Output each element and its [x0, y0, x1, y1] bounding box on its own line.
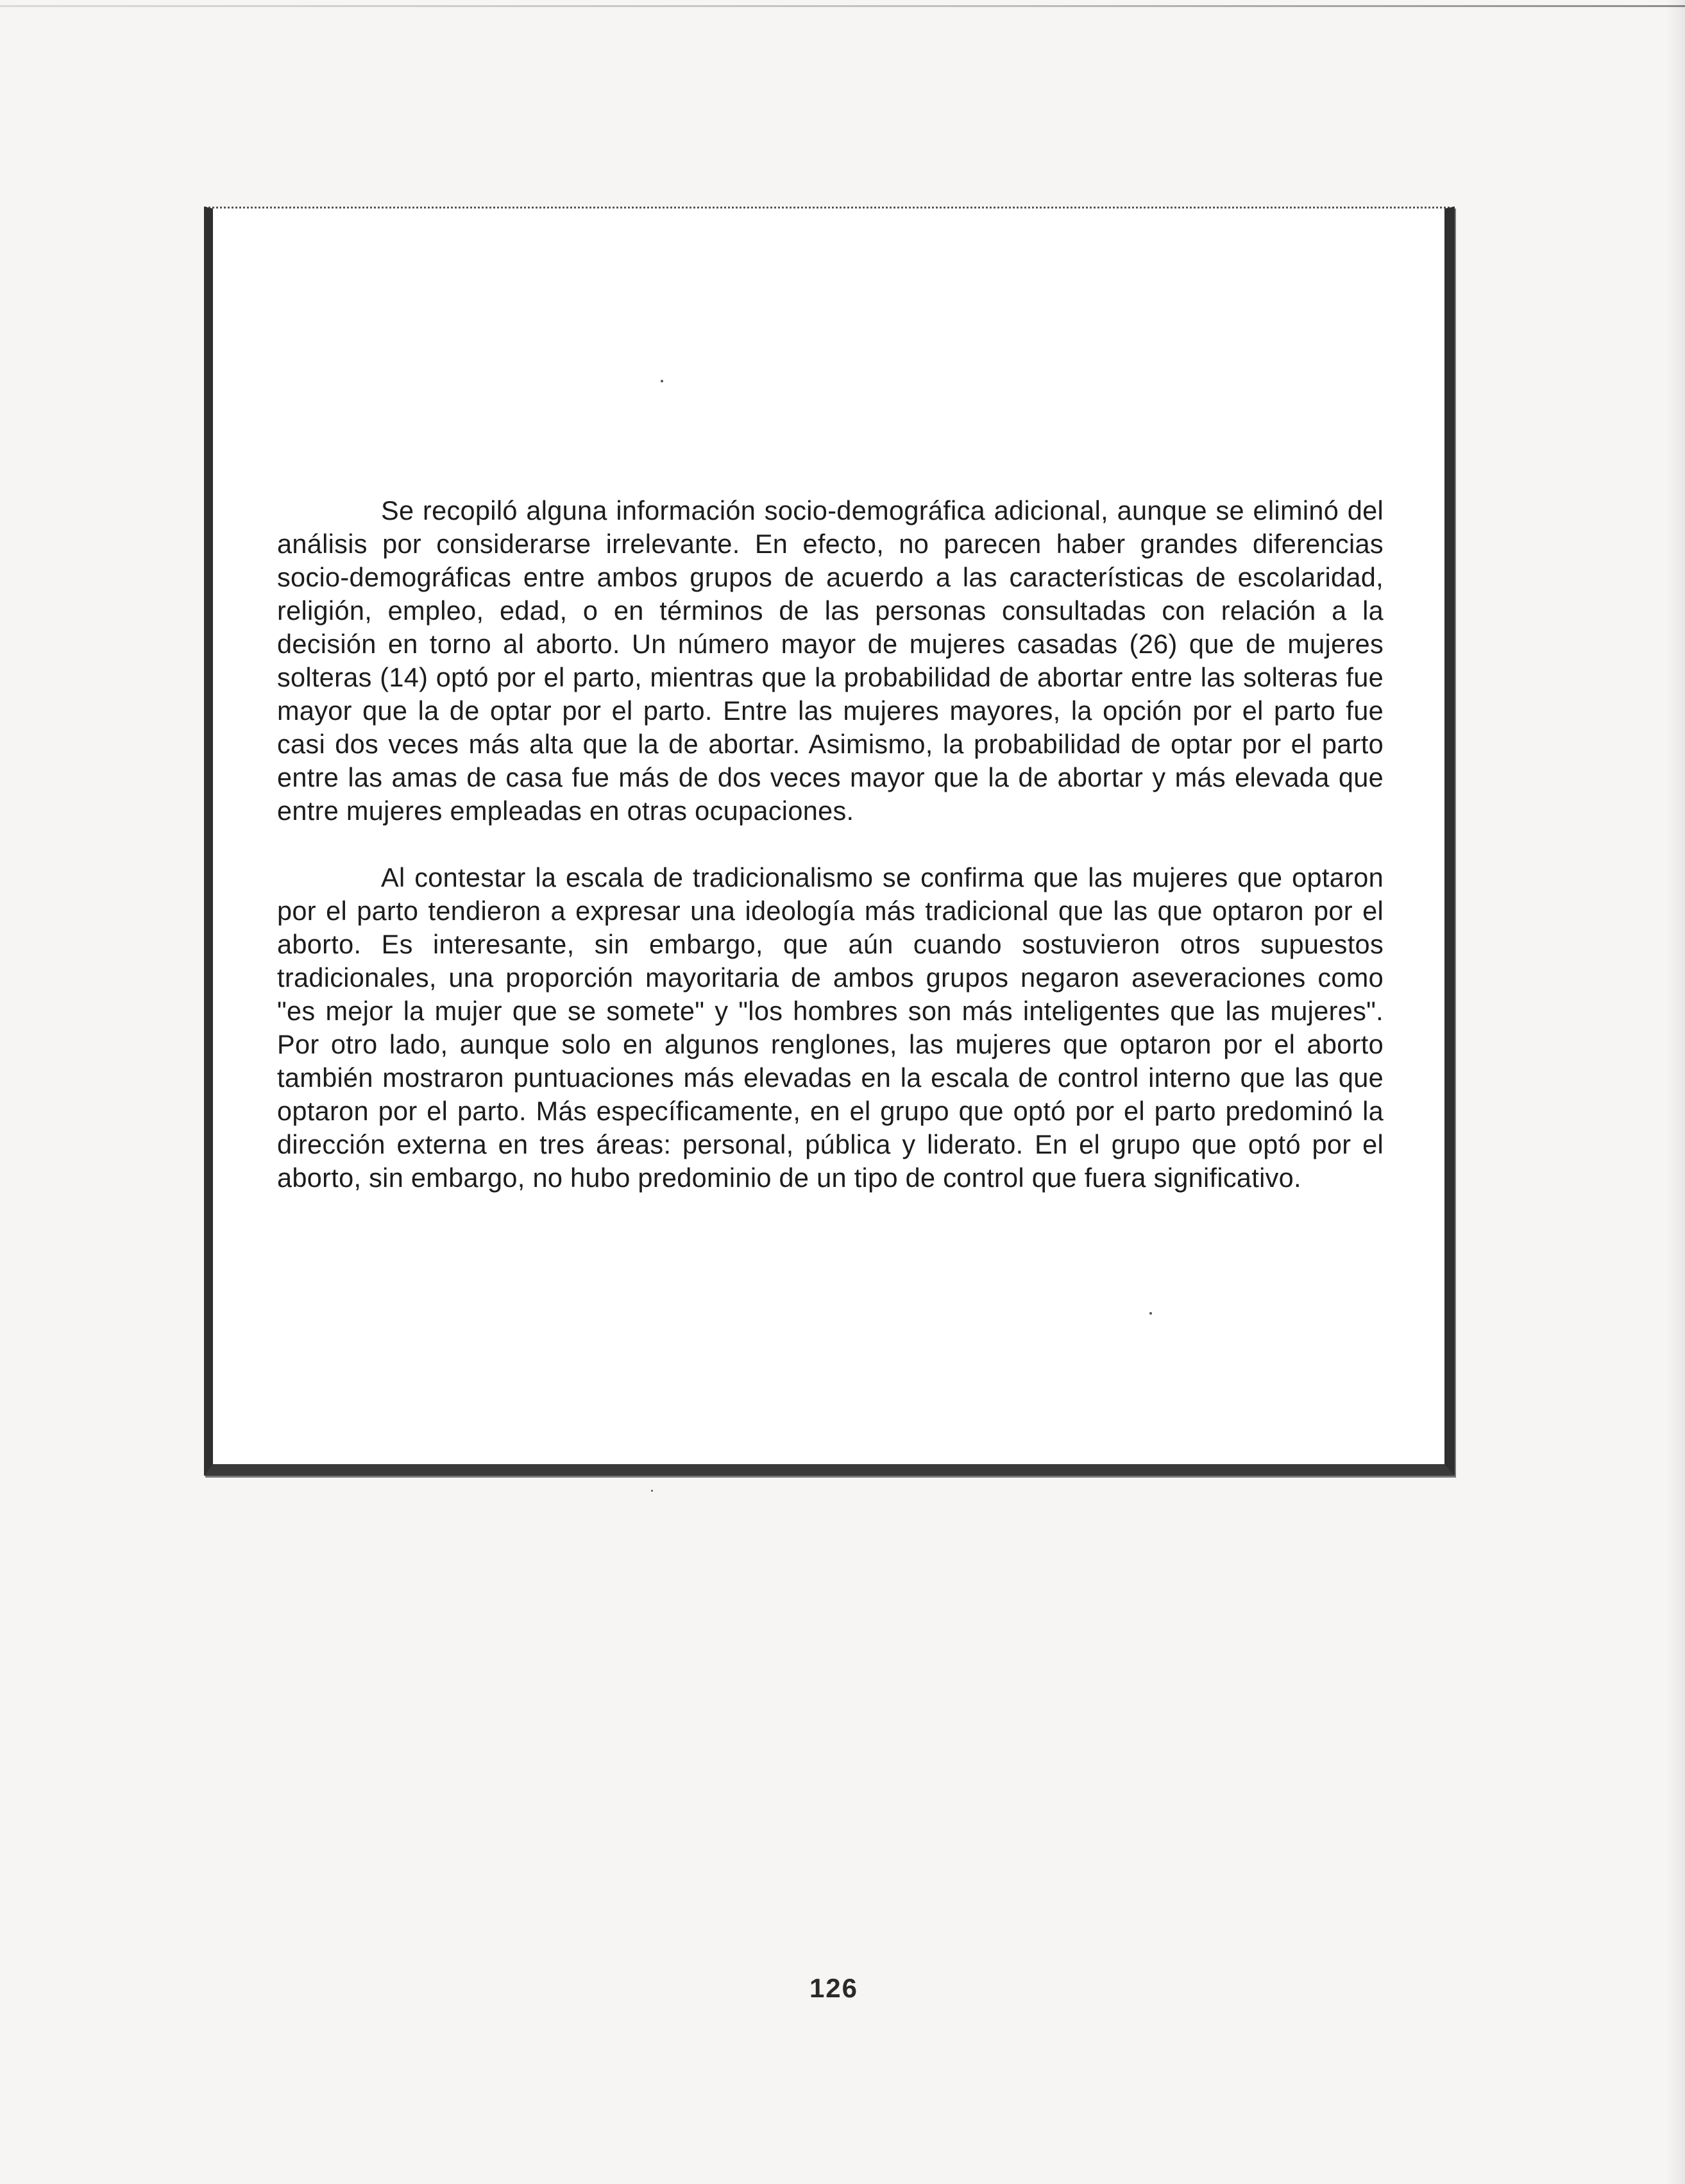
- body-text: [277, 494, 1384, 1228]
- page-number: 126: [809, 1973, 859, 2003]
- paragraph-traditionalism: Al contestar la escala de tradicionalismo se confirma que las mujeres que optaron por el parto tendieron a expresar una ideología más tradicional que las que optaron por el aborto. Es interesante, sin embargo, que aún cuando sostuvieron otros supuestos tradicionales, una proporción mayoritaria de ambos grupos negaron aseveraciones como "es mejor la mujer que se somete" y "los hombres son más inteligentes que las mujeres". Por otro lado, aunque solo en algunos renglones, las mujeres que optaron por el aborto también mostraron puntuaciones más elevadas en la escala de control interno que las que optaron por el parto. Más específicamente, en el grupo que optó por el parto predominó la dirección externa en tres áreas: personal, pública y liderato. En el grupo que optó por el aborto, sin embargo, no hubo predominio de un tipo de control que fuera significativo.: [277, 862, 1384, 1193]
- scan-speck: [661, 380, 663, 382]
- paragraph-sociodemographic: Se recopiló alguna información socio-demográfica adicional, aunque se eliminó del análisis por considerarse irrelevante. En efecto, no parecen haber grandes diferencias socio-demográficas entre ambos grupos de acuerdo a las características de escolaridad, religión, empleo, edad, o en términos de las personas consultadas con relación a la decisión en torno al aborto. Un número mayor de mujeres casadas (26) que de mujeres solteras (14) optó por el parto, mientras que la probabilidad de abortar entre las solteras fue mayor que la de optar por el parto. Entre las mujeres mayores, la opción por el parto fue casi dos veces más alta que la de abortar. Asimismo, la probabilidad de optar por el parto entre las amas de casa fue más de dos veces mayor que la de abortar y más elevada que entre mujeres empleadas en otras ocupaciones.: [277, 495, 1384, 826]
- scan-speck: [1149, 1312, 1152, 1315]
- scan-top-rule: [0, 5, 1685, 7]
- scan-speck: [651, 1490, 653, 1492]
- scan-edge-shadow: [1666, 0, 1685, 2184]
